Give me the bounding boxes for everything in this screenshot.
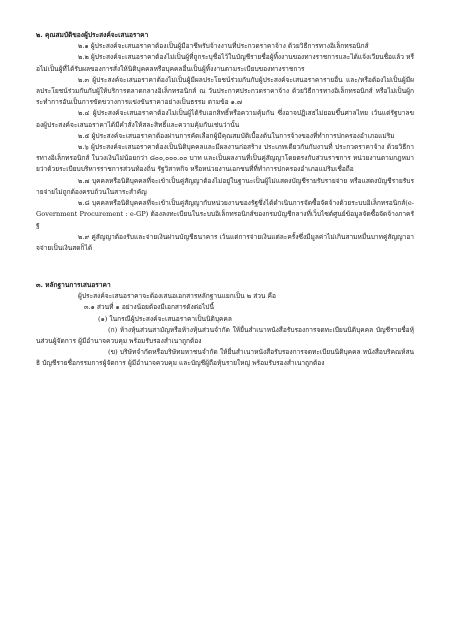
clause-3-1-1: (๑) ในกรณีผู้ประสงค์จะเสนอราคาเป็นนิติบุคคล	[98, 314, 232, 323]
clause-2-2: ๒.๒ ผู้ประสงค์จะเสนอราคาต้องไม่เป็นผู้ที่ถูกระบุชื่อไว้ในบัญชีรายชื่อผู้ทิ้งงานของทางราชการและได้แจ้งเวียนชื่อแล้ว หรือไม่เป็นผู้ที่ได้รับผลของการสั่งให้นิติบุคคลหรือบุคคลอื่นเป็นผู้ทิ้งงานตามระเบียบของทางราชการ	[36, 53, 414, 73]
clause-2-6: ๒.๖ ผู้ประสงค์จะเสนอราคาต้องเป็นนิติบุคคลและมีผลงานก่อสร้าง ประเภทเดียวกันกับงานที่ ประกวดราคาจ้าง ด้วยวิธีการทางอิเล็กทรอนิกส์ ในวงเงินไม่น้อยกว่า ๘๐๐,๐๐๐.๐๐ บาท และเป็นผลงานที่เป็นคู่สัญญาโดยตรงกับส่วนราชการ หน่วยงานตามกฎหมายว่าด้วยระเบียบบริหารราชการส่วนท้องถิ่น รัฐวิสาหกิจ หรือหน่วยงานเอกชนที่ที่ทำการปกครองอำเภอแม่ริมเชื่อถือ	[36, 143, 414, 174]
clause-2-3: ๒.๓ ผู้ประสงค์จะเสนอราคาต้องไม่เป็นผู้มีผลประโยชน์ร่วมกันกับผู้ประสงค์จะเสนอราคารายอื่น และ/หรือต้องไม่เป็นผู้มีผลประโยชน์ร่วมกันกับผู้ให้บริการตลาดกลางอิเล็กทรอนิกส์ ณ วันประกาศประกวดราคาจ้าง ด้วยวิธีการทางอิเล็กทรอนิกส์ หรือไม่เป็นผู้กระทำการอันเป็นการขัดขวางการแข่งขันราคาอย่างเป็นธรรม ตามข้อ ๑.๗	[36, 75, 414, 107]
clause-3-1-1-b: (ข) บริษัทจำกัดหรือบริษัทมหาชนจำกัด ให้ยื่นสำเนาหนังสือรับรองการจดทะเบียนนิติบุคคล หนังสือบริคณห์สนธิ บัญชีรายชื่อกรรมการผู้จัดการ ผู้มีอำนาจควบคุม และบัญชีผู้ถือหุ้นรายใหญ่ พร้อมรับรองสำเนาถูกต้อง	[36, 348, 414, 368]
clause-2-1: ๒.๑ ผู้ประสงค์จะเสนอราคาต้องเป็นผู้มีอาชีพรับจ้างงานที่ประกวดราคาจ้าง ด้วยวิธีการทางอิเล็กทรอนิกส์	[78, 42, 369, 51]
clause-2-8: ๒.๘ บุคคลหรือนิติบุคคลที่จะเข้าเป็นคู่สัญญากับหน่วยงานของรัฐซึ่งได้ดำเนินการจัดซื้อจัดจ้างด้วยระบบอิเล็กทรอนิกส์(e-Government Procurement : e-GP) ต้องลงทะเบียนในระบบอิเล็กทรอนิกส์ของกรมบัญชีกลางที่เว็บไซต์ศูนย์ข้อมูลจัดซื้อจัดจ้างภาครัฐ	[36, 199, 414, 230]
section-3-intro: ผู้ประสงค์จะเสนอราคาจะต้องเสนอเอกสารหลักฐานแยกเป็น ๒ ส่วน คือ	[78, 292, 276, 301]
clause-2-5: ๒.๕ ผู้ประสงค์จะเสนอราคาต้องผ่านการคัดเลือกผู้มีคุณสมบัติเบื้องต้นในการจ้างของที่ทำการปกครองอำเภอแม่ริม	[78, 131, 395, 140]
clause-3-1-1-a: (ก) ห้างหุ้นส่วนสามัญหรือห้างหุ้นส่วนจำกัด ให้ยื่นสำเนาหนังสือรับรองการจดทะเบียนนิติบุคคล บัญชีรายชื่อหุ้นส่วนผู้จัดการ ผู้มีอำนาจควบคุม พร้อมรับรองสำเนาถูกต้อง	[36, 325, 414, 346]
section-3-heading: ๓. หลักฐานการเสนอราคา	[36, 281, 111, 290]
clause-3-1: ๓.๑ ส่วนที่ ๑ อย่างน้อยต้องมีเอกสารดังต่อไปนี้	[84, 303, 214, 312]
clause-2-9: ๒.๙ คู่สัญญาต้องรับและจ่ายเงินผ่านบัญชีธนาคาร เว้นแต่การจ่ายเงินแต่ละครั้งซึ่งมีมูลค่าไม่เกินสามหมื่นบาทคู่สัญญาอาจจ่ายเป็นเงินสดก็ได้	[36, 232, 414, 252]
section-spacer	[36, 254, 414, 280]
section-2-heading: ๒. คุณสมบัติของผู้ประสงค์จะเสนอราคา	[36, 31, 149, 39]
clause-2-7: ๒.๗ บุคคลหรือนิติบุคคลที่จะเข้าเป็นคู่สัญญาต้องไม่อยู่ในฐานะเป็นผู้ไม่แสดงบัญชีรายรับรายจ่าย หรือแสดงบัญชีรายรับรายจ่ายไม่ถูกต้องครบถ้วนในสาระสำคัญ	[36, 176, 414, 196]
clause-2-4: ๒.๔ ผู้ประสงค์จะเสนอราคาต้องไม่เป็นผู้ได้รับเอกสิทธิ์หรือความคุ้มกัน ซึ่งอาจปฏิเสธไม่ยอมขึ้นศาลไทย เว้นแต่รัฐบาลของผู้ประสงค์จะเสนอราคาได้มีคำสั่งให้สละสิทธิ์และความคุ้มกันเช่นว่านั้น	[36, 109, 414, 129]
